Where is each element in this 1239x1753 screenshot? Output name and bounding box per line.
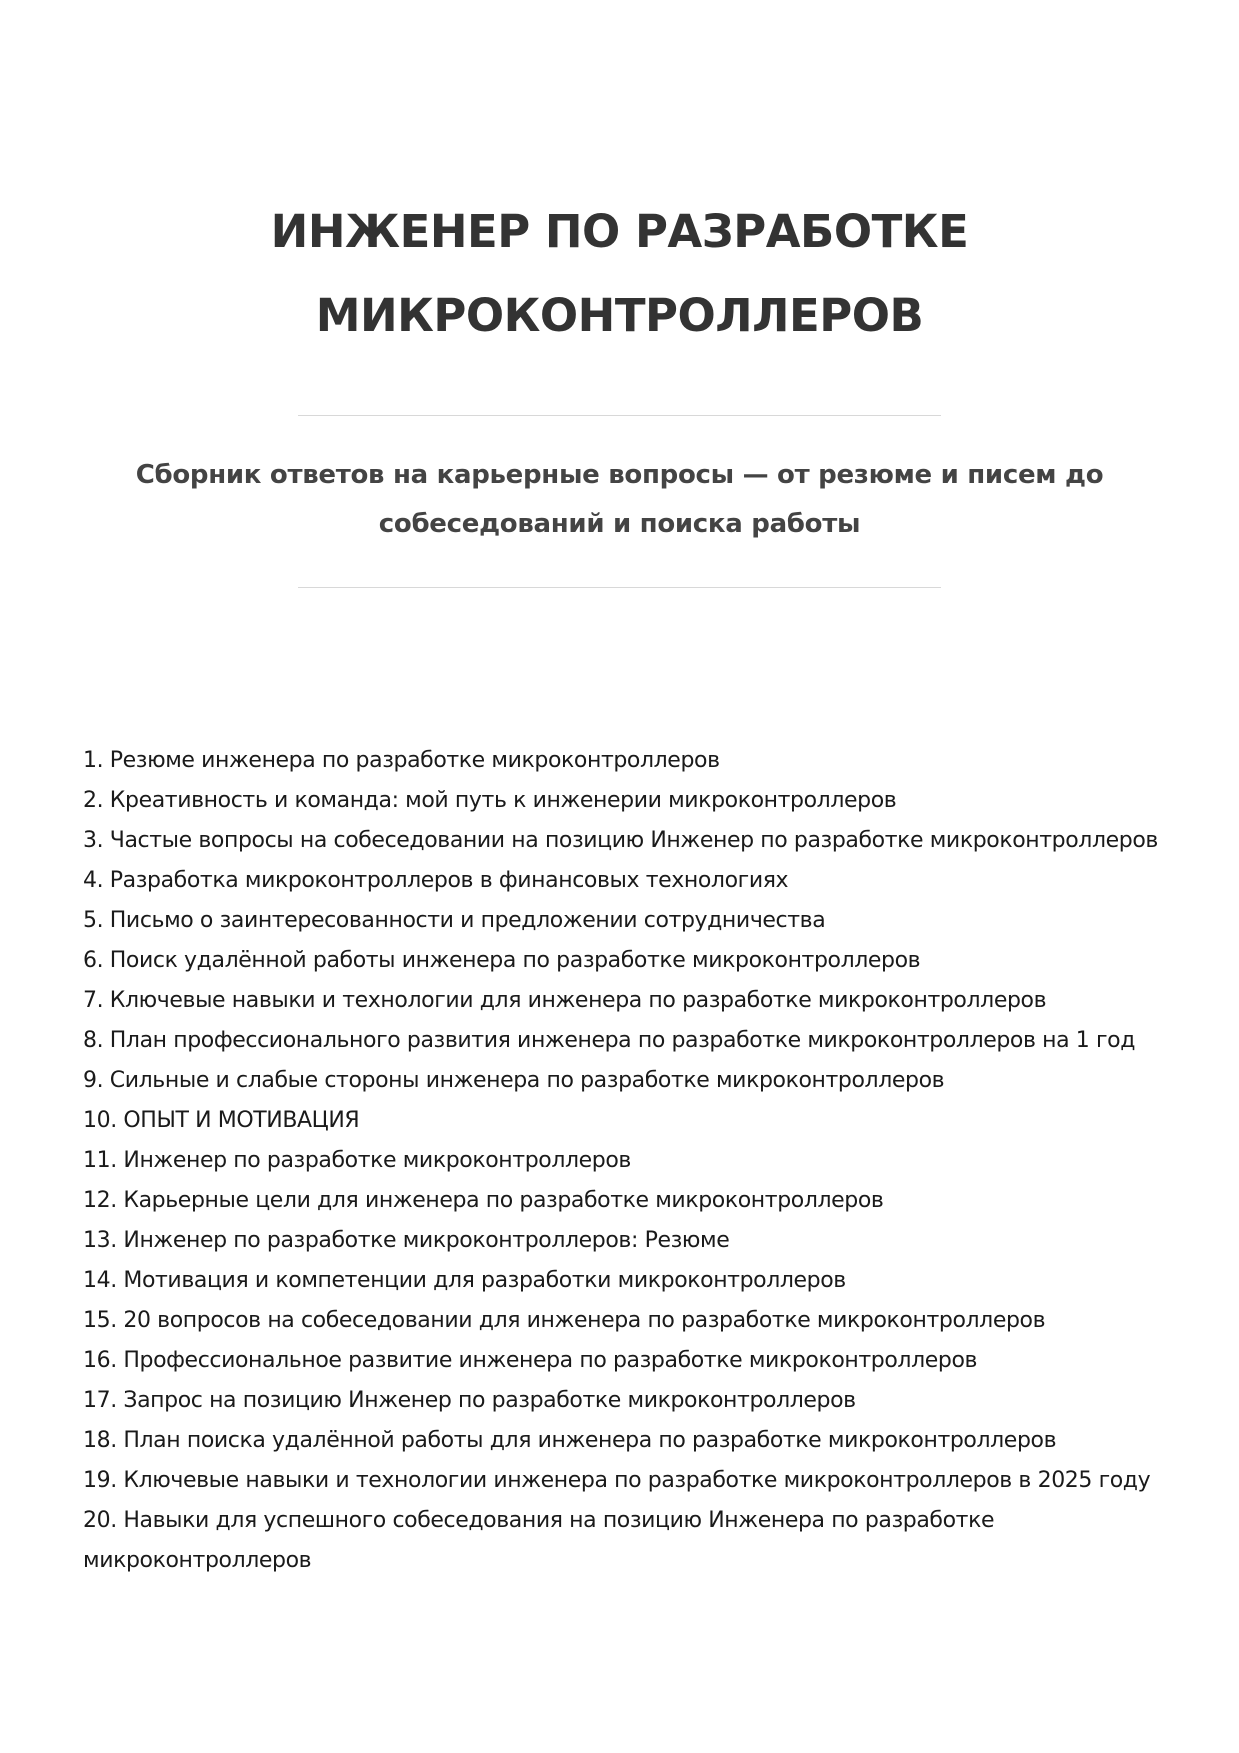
divider-top — [298, 415, 941, 416]
toc-item: 9. Сильные и слабые стороны инженера по разработке микроконтроллеров — [83, 1068, 945, 1093]
toc-item: 20. Навыки для успешного собеседования на позицию Инженера по разработке микроконтроллеров — [83, 1508, 995, 1573]
toc-item: 16. Профессиональное развитие инженера по разработке микроконтроллеров — [83, 1348, 978, 1373]
table-of-contents — [83, 741, 1163, 1581]
toc-item: 3. Частые вопросы на собеседовании на позицию Инженер по разработке микроконтроллеров — [83, 828, 1158, 853]
toc-item: 6. Поиск удалённой работы инженера по разработке микроконтроллеров — [83, 948, 921, 973]
toc-item: 5. Письмо о заинтересованности и предложении сотрудничества — [83, 908, 826, 933]
toc-item: 18. План поиска удалённой работы для инженера по разработке микроконтроллеров — [83, 1428, 1057, 1453]
divider-bottom — [298, 587, 941, 588]
toc-item: 11. Инженер по разработке микроконтроллеров — [83, 1148, 631, 1173]
toc-item: 2. Креативность и команда: мой путь к инженерии микроконтроллеров — [83, 788, 897, 813]
toc-item: 13. Инженер по разработке микроконтроллеров: Резюме — [83, 1228, 730, 1253]
title-line-1: ИНЖЕНЕР ПО РАЗРАБОТКЕ — [270, 205, 969, 258]
subtitle-line-2: собеседований и поиска работы — [378, 509, 861, 539]
toc-item: 1. Резюме инженера по разработке микроконтроллеров — [83, 748, 720, 773]
toc-item: 12. Карьерные цели для инженера по разработке микроконтроллеров — [83, 1188, 884, 1213]
toc-item: 4. Разработка микроконтроллеров в финансовых технологиях — [83, 868, 789, 893]
toc-item: 15. 20 вопросов на собеседовании для инженера по разработке микроконтроллеров — [83, 1308, 1046, 1333]
subtitle-line-1: Сборник ответов на карьерные вопросы — от резюме и писем до — [135, 460, 1104, 490]
toc-item: 17. Запрос на позицию Инженер по разработке микроконтроллеров — [83, 1388, 856, 1413]
document-title — [120, 190, 1119, 358]
document-subtitle — [110, 451, 1129, 549]
toc-item: 19. Ключевые навыки и технологии инженера по разработке микроконтроллеров в 2025 году — [83, 1468, 1151, 1493]
toc-item: 14. Мотивация и компетенции для разработки микроконтроллеров — [83, 1268, 846, 1293]
title-line-2: МИКРОКОНТРОЛЛЕРОВ — [315, 289, 924, 342]
toc-item: 10. ОПЫТ И МОТИВАЦИЯ — [83, 1108, 360, 1133]
toc-item: 8. План профессионального развития инженера по разработке микроконтроллеров на 1 год — [83, 1028, 1136, 1053]
toc-item: 7. Ключевые навыки и технологии для инженера по разработке микроконтроллеров — [83, 988, 1047, 1013]
